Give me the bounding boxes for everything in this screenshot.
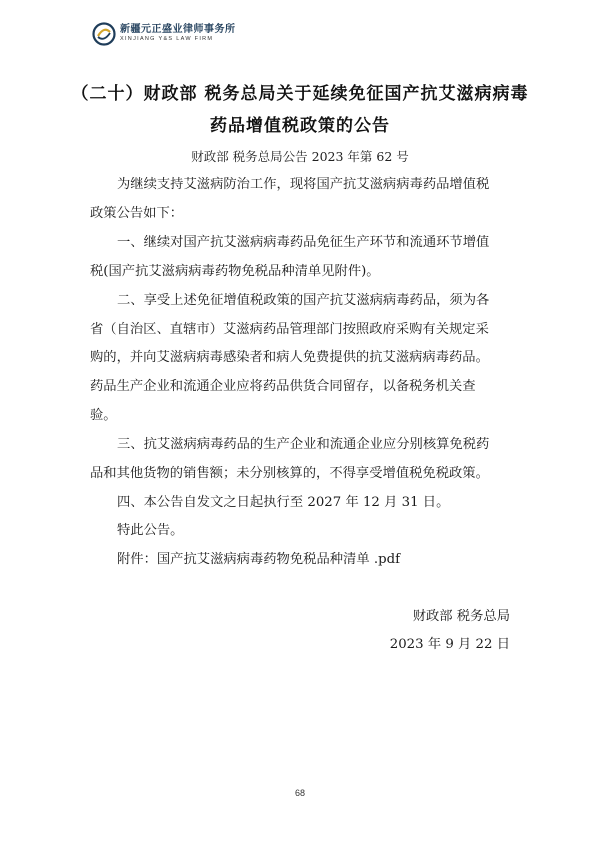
paragraph-2-line-3: 购的，并向艾滋病病毒感染者和病人免费提供的抗艾滋病病毒药品。 xyxy=(90,350,489,365)
intro-line-2: 政策公告如下： xyxy=(90,206,184,221)
paragraph-2-line-2: 省（自治区、直辖市）艾滋病药品管理部门按照政府采购有关规定采 xyxy=(90,322,489,337)
firm-header xyxy=(92,22,236,46)
signature-date: 2023 年 9 月 22 日 xyxy=(389,637,510,652)
paragraph-4: 四、本公告自发文之日起执行至 2027 年 12 月 31 日。 xyxy=(117,495,450,510)
document-title-line-2: 药品增值税政策的公告 xyxy=(210,116,390,136)
paragraph-2-line-4: 药品生产企业和流通企业应将药品供货合同留存，以备税务机关查 xyxy=(90,379,476,394)
document-title-line-1: （二十）财政部 税务总局关于延续免征国产抗艾滋病病毒 xyxy=(71,84,529,104)
paragraph-2-line-1: 二、享受上述免征增值税政策的国产抗艾滋病病毒药品，须为各 xyxy=(117,293,490,308)
document-number: 财政部 税务总局公告 2023 年第 62 号 xyxy=(191,149,409,164)
closing-text: 特此公告。 xyxy=(117,523,184,538)
signature-issuers: 财政部 税务总局 xyxy=(412,609,510,624)
paragraph-1-line-2: 税(国产抗艾滋病病毒药物免税品种清单见附件)。 xyxy=(90,264,380,279)
paragraph-3-line-1: 三、抗艾滋病病毒药品的生产企业和流通企业应分别核算免税药 xyxy=(117,437,490,452)
paragraph-1-line-1: 一、继续对国产抗艾滋病病毒药品免征生产环节和流通环节增值 xyxy=(117,235,490,250)
attachment-link[interactable]: 附件：国产抗艾滋病病毒药物免税品种清单 .pdf xyxy=(117,552,401,567)
page-number: 68 xyxy=(294,788,305,798)
paragraph-3-line-2: 品和其他货物的销售额；未分别核算的，不得享受增值税免税政策。 xyxy=(90,466,489,481)
firm-name-cn: 新疆元正盛业律师事务所 xyxy=(120,24,236,36)
firm-logo-icon xyxy=(92,22,116,46)
paragraph-2-line-5: 验。 xyxy=(90,408,117,423)
firm-name-en: XINJIANG Y&S LAW FIRM xyxy=(120,36,214,43)
intro-line-1: 为继续支持艾滋病防治工作，现将国产抗艾滋病病毒药品增值税 xyxy=(117,177,490,192)
